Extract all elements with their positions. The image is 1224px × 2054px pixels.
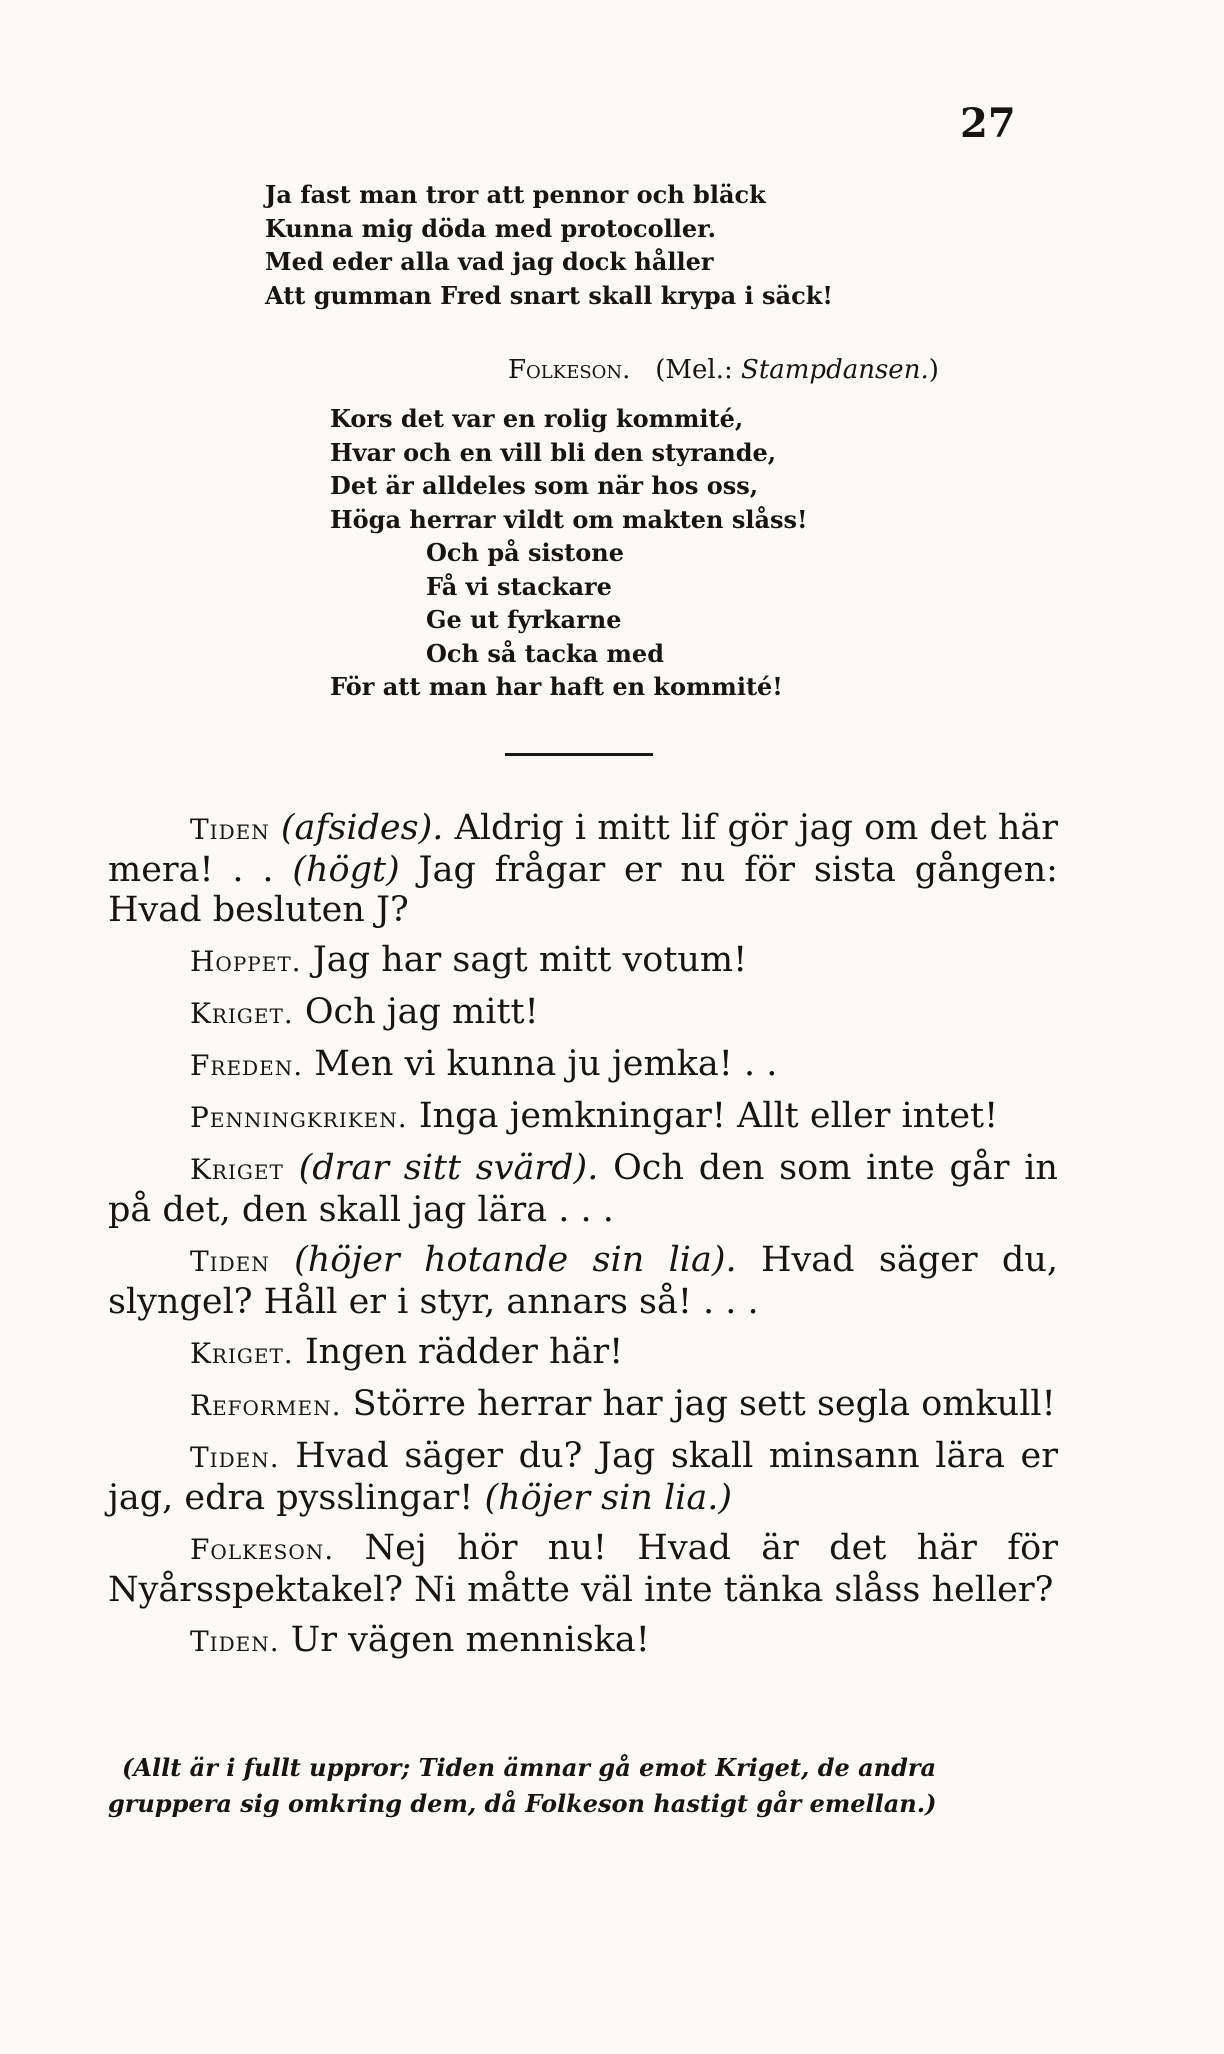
speaker-name: Freden. [190, 1049, 304, 1082]
speech-text: Större herrar har jag sett segla omkull! [352, 1384, 1056, 1424]
heading-mel-suffix: ) [928, 355, 939, 385]
verse-line: Kunna mig döda med protocoller. [265, 213, 716, 243]
speech-text: Men vi kunna ju jemka! . . [314, 1044, 778, 1084]
dialogue-paragraph [108, 992, 1058, 1034]
dialogue-paragraph [108, 1044, 1058, 1086]
song-heading [508, 355, 939, 385]
stage-direction: (höjer sin lia.) [484, 1478, 732, 1518]
stage-direction: (afsides). [280, 808, 444, 848]
speaker-name: Kriget. [190, 1337, 294, 1370]
verse-two [330, 402, 808, 704]
dialogue-paragraph [108, 1436, 1058, 1518]
verse-refrain-line: Få vi stackare [426, 571, 612, 601]
heading-speaker: Folkeson. [508, 355, 631, 385]
speech-text: Aldrig i mitt lif gör jag om det här mera! . . [108, 808, 1058, 890]
dialogue-paragraph [108, 940, 1058, 982]
dialogue-paragraph [108, 1096, 1058, 1138]
speech-text: Ur vägen menniska! [290, 1620, 650, 1660]
speech-text: Hvad säger du? Jag skall minsann lära er jag, edra pysslingar! [108, 1436, 1058, 1518]
stage-direction: (högt) [292, 850, 400, 890]
speech-text: Jag frågar er nu för sista gången: Hvad besluten J? [108, 850, 1058, 930]
speaker-name: Tiden [190, 813, 270, 846]
verse-one [265, 178, 833, 312]
speaker-name: Reformen. [190, 1389, 342, 1422]
verse-line: Hvar och en vill bli den styrande, [330, 437, 777, 467]
heading-melody: Stampdansen. [741, 355, 929, 385]
dialogue [108, 808, 1058, 1672]
speaker-name: Kriget [190, 1153, 284, 1186]
speech-text: Hvad säger du, slyngel? Håll er i styr, annars så! . . . [108, 1240, 1058, 1322]
speech-text: Ingen rädder här! [304, 1332, 624, 1372]
dialogue-paragraph [108, 1148, 1058, 1230]
verse-refrain-line: Och på sistone [426, 538, 624, 567]
dialogue-paragraph [108, 1240, 1058, 1322]
verse-line: Att gumman Fred snart skall krypa i säck! [265, 280, 833, 310]
stage-direction: (drar sitt svärd). [298, 1148, 599, 1188]
dialogue-paragraph [108, 1620, 1058, 1662]
dialogue-paragraph [108, 1332, 1058, 1374]
speaker-name: Kriget. [190, 997, 294, 1030]
verse-line: För att man har haft en kommité! [330, 672, 783, 701]
verse-line: Kors det var en rolig kommité, [330, 404, 744, 433]
speech-text: Och jag mitt! [304, 992, 539, 1032]
stage-direction: (höjer hotande sin lia). [294, 1240, 737, 1280]
dialogue-paragraph [108, 1528, 1058, 1610]
section-divider [505, 753, 653, 756]
speaker-name: Tiden. [190, 1625, 280, 1658]
speaker-name: Folkeson. [190, 1533, 335, 1566]
stage-note-line: gruppera sig omkring dem, då Folkeson hastigt går emellan.) [108, 1789, 937, 1818]
verse-line: Höga herrar vildt om makten slåss! [330, 504, 808, 534]
heading-mel-prefix: (Mel.: [655, 355, 742, 385]
speech-text: Och den som inte går in på det, den skall jag lära . . . [108, 1148, 1058, 1230]
verse-line: Det är alldeles som när hos oss, [330, 471, 759, 500]
verse-refrain-line: Och så tacka med [426, 638, 664, 668]
dialogue-paragraph [108, 1384, 1058, 1426]
speech-text: Jag har sagt mitt votum! [312, 940, 748, 980]
verse-line: Ja fast man tror att pennor och bläck [265, 180, 766, 209]
speech-text: Inga jemkningar! Allt eller intet! [418, 1096, 999, 1136]
speaker-name: Hoppet. [190, 945, 302, 978]
speech-text: Nej hör nu! Hvad är det här för Nyårsspektakel? Ni måtte väl inte tänka slåss heller? [108, 1528, 1058, 1610]
verse-refrain-line: Ge ut fyrkarne [426, 605, 622, 634]
dialogue-paragraph [108, 808, 1058, 930]
stage-note [108, 1750, 1058, 1822]
stage-note-line: (Allt är i fullt uppror; Tiden ämnar gå emot Kriget, de andra [122, 1753, 937, 1782]
verse-line: Med eder alla vad jag dock håller [265, 247, 714, 276]
page-number: 27 [960, 100, 1016, 147]
speaker-name: Tiden [190, 1245, 270, 1278]
speaker-name: Penningkriken. [190, 1101, 408, 1134]
speaker-name: Tiden. [190, 1441, 280, 1474]
